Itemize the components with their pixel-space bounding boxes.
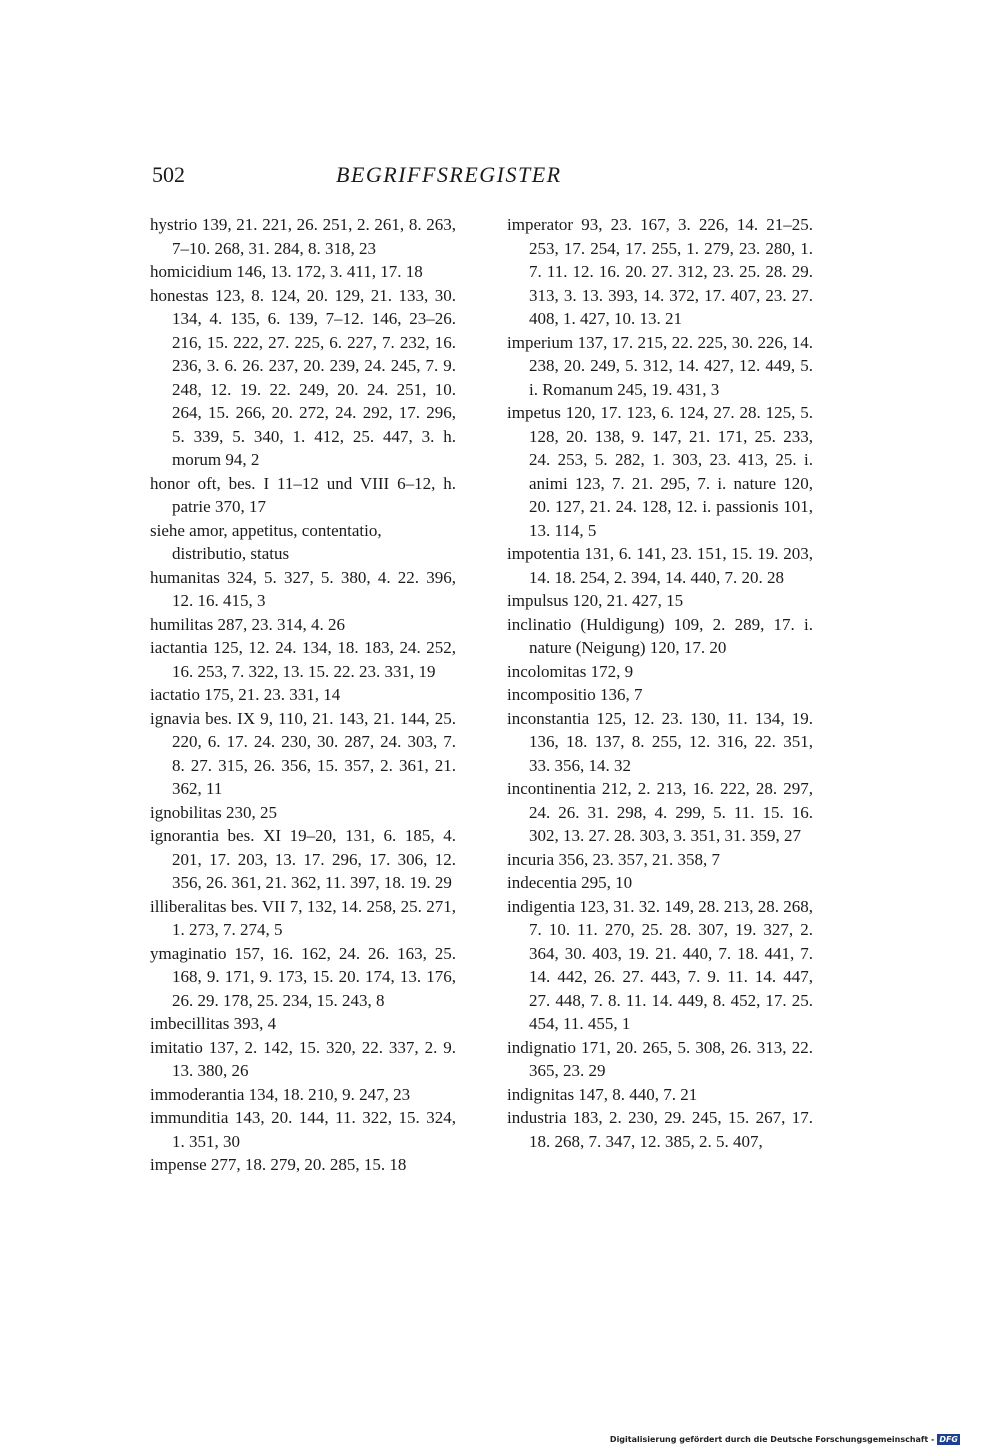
credit-text: Digitalisierung gefördert durch die Deutsche Forschungsgemeinschaft - xyxy=(609,1435,935,1444)
index-entry: impense 277, 18. 279, 20. 285, 15. 18 xyxy=(150,1155,407,1174)
index-column-left xyxy=(150,213,456,1177)
index-entry: illiberalitas bes. VII 7, 132, 14. 258, 25. 271, 1. 273, 7. 274, 5 xyxy=(150,896,456,939)
index-entry: ignavia bes. IX 9, 110, 21. 143, 21. 144, 25. 220, 6. 17. 24. 230, 30. 287, 24. 303, 7. 8. 27. 315, 26. 356, 15. 357, 2. 361, 21. 362, 11 xyxy=(150,708,456,798)
index-entry: impulsus 120, 21. 427, 15 xyxy=(507,591,684,610)
index-entry: industria 183, 2. 230, 29. 245, 15. 267, 17. 18. 268, 7. 347, 12. 385, 2. 5. 407, xyxy=(507,1108,813,1151)
index-entry: honor oft, bes. I 11–12 und VIII 6–12, h. patrie 370, 17 xyxy=(150,473,456,516)
index-column-right xyxy=(507,213,813,1153)
index-entry: incontinentia 212, 2. 213, 16. 222, 28. 297, 24. 26. 31. 298, 4. 299, 5. 11. 15. 16. 302, 13. 27. 28. 303, 3. 351, 31. 359, 27 xyxy=(507,779,813,845)
index-entry: iactatio 175, 21. 23. 331, 14 xyxy=(150,685,341,704)
index-entry: incuria 356, 23. 357, 21. 358, 7 xyxy=(507,849,720,869)
index-entry: honestas 123, 8. 124, 20. 129, 21. 133, 30. 134, 4. 135, 6. 139, 7–12. 146, 23–26. 216, 15. 222, 27. 225, 6. 227, 7. 232, 16. 236, 3. 6. 26. 237, 20. 239, 24. 245, 7. 9. 248, 12. 19. 22. 249, 20. 24. 251, 10. 264, 15. 266, 20. 272, 24. 292, 17. 296, 5. 339, 5. 340, 1. 412, 25. 447, 3. h. morum 94, 2 xyxy=(150,285,456,469)
index-entry: indigentia 123, 31. 32. 149, 28. 213, 28. 268, 7. 10. 11. 270, 25. 28. 307, 19. 327, 2. 364, 30. 403, 19. 21. 440, 7. 18. 441, 7. 14. 442, 26. 27. 443, 7. 9. 11. 14. 447, 27. 448, 7. 8. 11. 14. 449, 8. 452, 17. 25. 454, 11. 455, 1 xyxy=(507,896,813,1033)
index-entry: imbecillitas 393, 4 xyxy=(150,1014,277,1033)
index-entry: iactantia 125, 12. 24. 134, 18. 183, 24. 252, 16. 253, 7. 322, 13. 15. 22. 23. 331, 19 xyxy=(150,638,456,681)
index-entry: incolomitas 172, 9 xyxy=(507,661,634,681)
index-entry: hystrio 139, 21. 221, 26. 251, 2. 261, 8. 263, 7–10. 268, 31. 284, 8. 318, 23 xyxy=(150,215,456,258)
index-entry: imitatio 137, 2. 142, 15. 320, 22. 337, 2. 9. 13. 380, 26 xyxy=(150,1037,456,1080)
index-entry: impotentia 131, 6. 141, 23. 151, 15. 19. 203, 14. 18. 254, 2. 394, 14. 440, 7. 20. 28 xyxy=(507,544,813,587)
index-entry: impetus 120, 17. 123, 6. 124, 27. 28. 125, 5. 128, 20. 138, 9. 147, 21. 171, 25. 233, 24. 253, 5. 282, 1. 303, 23. 413, 25. i. animi 123, 7. 21. 295, 7. i. nature 120, 20. 127, 21. 24. 128, 12. i. passionis 101, 13. 114, 5 xyxy=(507,403,813,540)
index-entry: imperium 137, 17. 215, 22. 225, 30. 226, 14. 238, 20. 249, 5. 312, 14. 427, 12. 449, 5. i. Romanum 245, 19. 431, 3 xyxy=(507,332,813,399)
index-entry: homicidium 146, 13. 172, 3. 411, 17. 18 xyxy=(150,262,423,281)
index-entry-see-also: siehe amor, appetitus, contentatio, distributio, status xyxy=(150,520,382,563)
dfg-logo: DFG xyxy=(939,1435,958,1444)
running-title: BEGRIFFSREGISTER xyxy=(336,162,562,187)
index-entry: indignitas 147, 8. 440, 7. 21 xyxy=(507,1084,698,1104)
index-entry: inconstantia 125, 12. 23. 130, 11. 134, 19. 136, 18. 137, 8. 255, 12. 316, 22. 351, 33. 356, 14. 32 xyxy=(507,708,813,775)
page-number: 502 xyxy=(152,162,185,187)
index-entry: inclinatio (Huldigung) 109, 2. 289, 17. i. nature (Neigung) 120, 17. 20 xyxy=(507,614,813,657)
index-entry: ignorantia bes. XI 19–20, 131, 6. 185, 4. 201, 17. 203, 13. 17. 296, 17. 306, 12. 356, 26. 361, 21. 362, 11. 397, 18. 19. 29 xyxy=(150,826,456,892)
index-entry: imperator 93, 23. 167, 3. 226, 14. 21–25. 253, 17. 254, 17. 255, 1. 279, 23. 280, 1. 7. 11. 12. 16. 20. 27. 312, 23. 25. 28. 29. 313, 3. 13. 393, 14. 372, 17. 407, 23. 27. 408, 1. 427, 10. 13. 21 xyxy=(507,215,813,328)
index-entry: ignobilitas 230, 25 xyxy=(150,802,278,822)
index-entry: incompositio 136, 7 xyxy=(507,685,643,704)
digitization-credit xyxy=(610,1434,960,1445)
index-entry: humilitas 287, 23. 314, 4. 26 xyxy=(150,614,346,634)
index-entry: immoderantia 134, 18. 210, 9. 247, 23 xyxy=(150,1084,411,1104)
index-entry: indignatio 171, 20. 265, 5. 308, 26. 313, 22. 365, 23. 29 xyxy=(507,1037,813,1080)
index-entry: humanitas 324, 5. 327, 5. 380, 4. 22. 396, 12. 16. 415, 3 xyxy=(150,567,456,610)
index-entry: immunditia 143, 20. 144, 11. 322, 15. 324, 1. 351, 30 xyxy=(150,1108,456,1151)
index-entry: indecentia 295, 10 xyxy=(507,873,633,892)
index-entry: ymaginatio 157, 16. 162, 24. 26. 163, 25. 168, 9. 171, 9. 173, 15. 20. 174, 13. 176, 26. 29. 178, 25. 234, 15. 243, 8 xyxy=(150,943,456,1010)
